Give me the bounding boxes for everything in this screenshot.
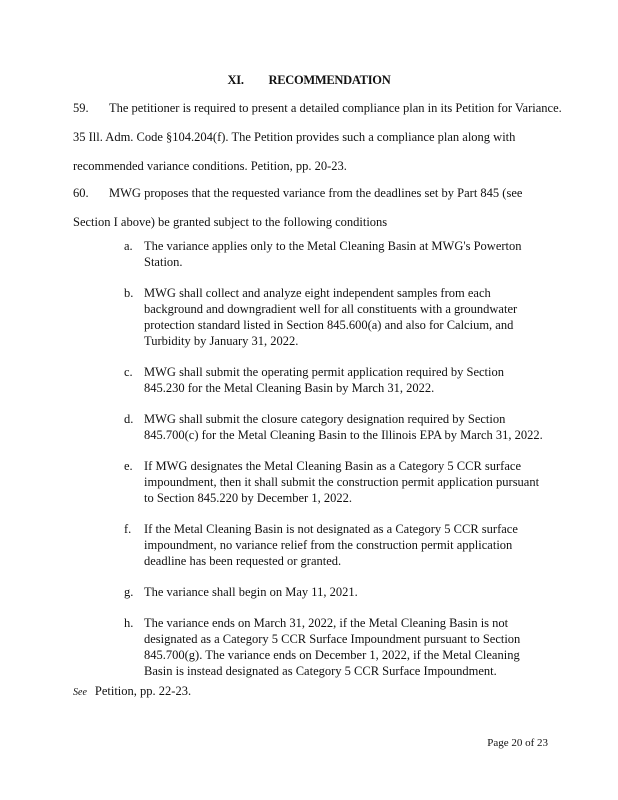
condition-c — [124, 364, 544, 396]
section-number: XI. — [227, 73, 244, 87]
paragraph-60-line-1 — [73, 179, 563, 208]
condition-text: MWG shall collect and analyze eight independent samples from each background and downgradient well for all constituents with a groundwater protection standard listed in Section 845.600(a) and also for Calcium, and Turbidity by January 31, 2022. — [144, 286, 518, 348]
condition-a — [124, 238, 544, 270]
see-text: Petition, pp. 22-23. — [94, 684, 192, 698]
paragraph-text: The petitioner is required to present a detailed compliance plan in its Petition for Variance. — [109, 101, 562, 115]
see-reference — [73, 684, 191, 699]
condition-h — [124, 615, 544, 679]
paragraph-59-line-1 — [73, 94, 563, 123]
paragraph-59 — [73, 94, 563, 181]
condition-text: The variance applies only to the Metal Cleaning Basin at MWG's Powerton Station. — [144, 239, 522, 269]
condition-label: c. — [124, 365, 133, 379]
condition-text: MWG shall submit the operating permit application required by Section 845.230 for the Metal Cleaning Basin by March 31, 2022. — [144, 365, 504, 395]
condition-d — [124, 411, 544, 443]
condition-text: The variance shall begin on May 11, 2021. — [144, 585, 358, 599]
condition-label: g. — [124, 585, 134, 599]
paragraph-59-line-2: 35 Ill. Adm. Code §104.204(f). The Petition provides such a compliance plan along with — [73, 130, 516, 144]
condition-e — [124, 458, 544, 506]
condition-g — [124, 584, 544, 600]
condition-label: d. — [124, 412, 134, 426]
section-title: RECOMMENDATION — [268, 73, 391, 87]
see-italic: See — [73, 687, 87, 698]
condition-text: If MWG designates the Metal Cleaning Basin as a Category 5 CCR surface impoundment, then it shall submit the construction permit application pursuant to Section 845.220 by December 1, 2022. — [144, 459, 540, 505]
paragraph-60 — [73, 179, 563, 237]
condition-label: f. — [124, 522, 132, 536]
condition-text: MWG shall submit the closure category designation required by Section 845.700(c) for the Metal Cleaning Basin to the Illinois EPA by March 31, 2022. — [144, 412, 543, 442]
condition-f — [124, 521, 544, 569]
condition-text: The variance ends on March 31, 2022, if the Metal Cleaning Basin is not designated as a Category 5 CCR Surface Impoundment pursuant to Section 845.700(g). The variance ends on December 1, 2022, if the Metal Cleaning Basin is instead designated as Category 5 CCR Surface Impoundment. — [144, 616, 521, 678]
condition-label: a. — [124, 239, 133, 253]
paragraph-text: MWG proposes that the requested variance from the deadlines set by Part 845 (see — [109, 186, 523, 200]
paragraph-number: 60. — [73, 186, 89, 200]
paragraph-59-line-3: recommended variance conditions. Petition, pp. 20-23. — [73, 159, 347, 173]
section-heading — [0, 73, 618, 88]
condition-b — [124, 285, 544, 349]
condition-label: b. — [124, 286, 134, 300]
paragraph-60-line-2: Section I above) be granted subject to the following conditions — [73, 215, 388, 229]
paragraph-number: 59. — [73, 101, 89, 115]
condition-label: h. — [124, 616, 134, 630]
conditions-list — [124, 238, 544, 694]
page-number: Page 20 of 23 — [487, 737, 548, 749]
condition-text: If the Metal Cleaning Basin is not designated as a Category 5 CCR surface impoundment, no variance relief from the construction permit application deadline has been requested or granted. — [144, 522, 518, 568]
condition-label: e. — [124, 459, 133, 473]
